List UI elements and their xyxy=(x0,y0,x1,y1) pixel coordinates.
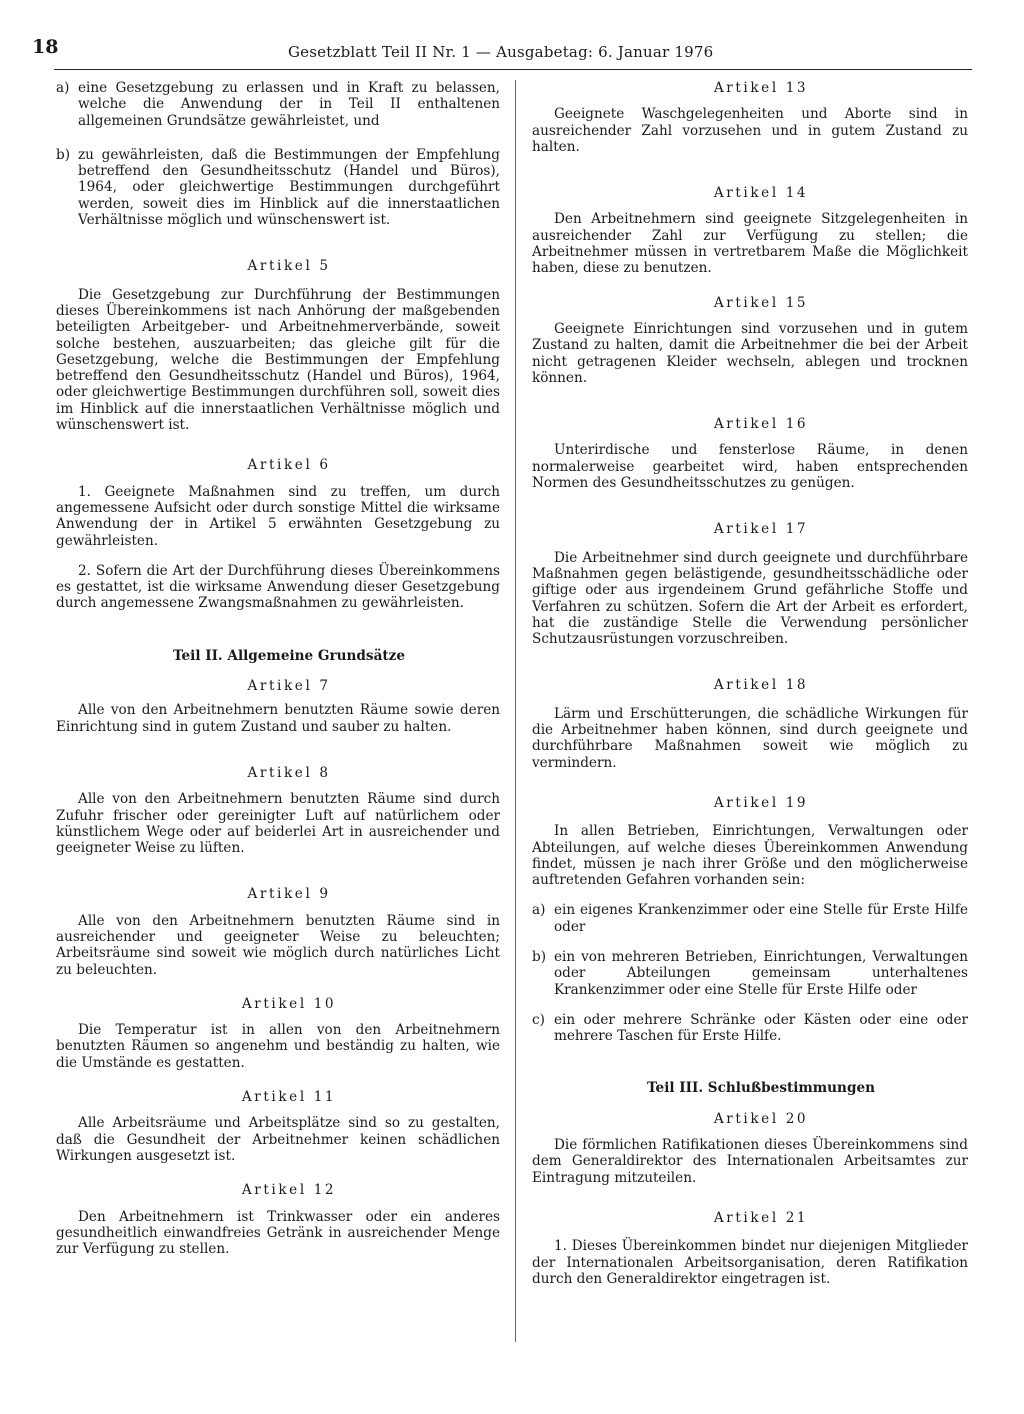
article-6-paragraph-1: 1. Geeignete Maßnahmen sind zu treffen, um durch angemessene Aufsicht oder durch sonstige Mittel die wirksame Anwendung der in Artikel 5 erwähnten Gesetzgebung zu gewährleisten. xyxy=(56,483,500,549)
list-label: b) xyxy=(532,948,547,965)
list-text: ein von mehreren Betrieben, Einrichtungen, Verwaltungen oder Abteilungen gemeinsam unterhaltenes Krankenzimmer oder eine Stelle für Erste Hilfe oder xyxy=(554,948,968,998)
list-text: zu gewährleisten, daß die Bestimmungen der Empfehlung betreffend den Gesundheitsschutz (Handel und Büros), 1964, oder gleichwertige Bestimmungen durchgeführt werden, soweit dies im Hinblick auf die innerstaatlichen Verhältnisse möglich und wünschenswert ist. xyxy=(78,146,500,229)
list-item-a xyxy=(532,902,968,935)
article-15-heading: Artikel 15 xyxy=(713,294,809,311)
list-label: a) xyxy=(56,80,70,96)
article-15-text: Geeignete Einrichtungen sind vorzusehen und in gutem Zustand zu halten, damit die Arbeitnehmer die bei der Arbeit nicht getragenen Kleider wechseln, ablegen und trocknen können. xyxy=(532,320,968,386)
list-text: ein oder mehrere Schränke oder Kästen oder eine oder mehrere Taschen für Erste Hilfe. xyxy=(554,1011,968,1045)
list-label: a) xyxy=(532,902,546,919)
article-17-heading: Artikel 17 xyxy=(713,521,809,538)
article-20-heading: Artikel 20 xyxy=(713,1110,809,1127)
page-number: 18 xyxy=(32,36,59,58)
article-20-text: Die förmlichen Ratifikationen dieses Übereinkommens sind dem Generaldirektor des Internationalen Arbeitsamtes zur Eintragung mitzuteilen. xyxy=(532,1137,968,1186)
list-label: b) xyxy=(56,146,71,163)
list-item-c xyxy=(532,1012,968,1045)
header-rule xyxy=(54,69,972,70)
article-7-text: Alle von den Arbeitnehmern benutzten Räume sowie deren Einrichtung sind in gutem Zustand und sauber zu halten. xyxy=(56,702,500,735)
part-2-heading: Teil II. Allgemeine Grundsätze xyxy=(172,647,406,664)
article-13-heading: Artikel 13 xyxy=(713,80,809,96)
article-16-heading: Artikel 16 xyxy=(713,416,809,433)
article-21-heading: Artikel 21 xyxy=(713,1209,809,1226)
article-10-heading: Artikel 10 xyxy=(241,995,337,1012)
article-17-text: Die Arbeitnehmer sind durch geeignete und durchführbare Maßnahmen gegen belästigende, gesundheitsschädliche oder giftige oder aus irgendeinem Grund gefährliche Stoffe und Verfahren zu schützen. Sofern die Art der Arbeit es erfordert, hat die zuständige Stelle die Verwendung persönlicher Schutzausrüstungen vorzuschreiben. xyxy=(532,549,968,648)
list-label: c) xyxy=(532,1011,545,1028)
page-header xyxy=(30,30,972,72)
article-13-text: Geeignete Waschgelegenheiten und Aborte sind in ausreichender Zahl vorzusehen und in gutem Zustand zu halten. xyxy=(532,106,968,155)
article-14-text: Den Arbeitnehmern sind geeignete Sitzgelegenheiten in ausreichender Zahl zur Verfügung zu stellen; die Arbeitnehmer müssen in vertretbarem Maße die Möglichkeit haben, diese zu benutzen. xyxy=(532,211,968,277)
article-9-heading: Artikel 9 xyxy=(247,886,331,903)
article-6-heading: Artikel 6 xyxy=(247,457,331,474)
left-column xyxy=(56,80,500,1257)
list-item-a xyxy=(56,80,500,129)
article-12-heading: Artikel 12 xyxy=(241,1182,337,1199)
article-14-heading: Artikel 14 xyxy=(713,185,809,202)
article-11-text: Alle Arbeitsräume und Arbeitsplätze sind so zu gestalten, daß die Gesundheit der Arbeitnehmer keinen schädlichen Wirkungen ausgesetzt ist. xyxy=(56,1115,500,1164)
article-18-heading: Artikel 18 xyxy=(713,677,809,694)
article-5-text: Die Gesetzgebung zur Durchführung der Bestimmungen dieses Übereinkommens ist nach Anhörung der maßgebenden beteiligten Arbeitgeber- und Arbeitnehmerverbände, soweit solche bestehen, auszuarbeiten; das gleiche gilt für die Gesetzgebung, welche die Bestimmungen der Empfehlung betreffend den Gesundheitsschutz (Handel und Büros), 1964, oder gleichwertige Bestimmungen durchführen soll, soweit dies im Hinblick auf die innerstaatlichen Verhältnisse möglich und wünschenswert ist. xyxy=(56,286,500,434)
right-column xyxy=(532,80,968,1287)
part-3-heading: Teil III. Schlußbestimmungen xyxy=(647,1080,875,1097)
article-5-heading: Artikel 5 xyxy=(247,258,331,275)
article-19-text: In allen Betrieben, Einrichtungen, Verwaltungen oder Abteilungen, auf welche dieses Übereinkommen Anwendung findet, müssen je nach ihrer Größe und den möglicherweise auftretenden Gefahren vorhanden sein: xyxy=(532,823,968,889)
list-item-b xyxy=(532,949,968,998)
article-8-heading: Artikel 8 xyxy=(247,764,331,781)
article-10-text: Die Temperatur ist in allen von den Arbeitnehmern benutzten Räumen so angenehm und beständig zu halten, wie die Umstände es gestatten. xyxy=(56,1022,500,1071)
article-11-heading: Artikel 11 xyxy=(241,1089,337,1106)
article-21-text: 1. Dieses Übereinkommen bindet nur diejenigen Mitglieder der Internationalen Arbeitsorganisation, deren Ratifikation durch den Generaldirektor eingetragen ist. xyxy=(532,1238,968,1287)
article-8-text: Alle von den Arbeitnehmern benutzten Räume sind durch Zufuhr frischer oder gereinigter Luft auf natürlichem oder künstlichem Wege oder auf beiderlei Art in ausreichender und geeigneter Weise zu lüften. xyxy=(56,791,500,857)
article-12-text: Den Arbeitnehmern ist Trinkwasser oder ein anderes gesundheitlich einwandfreies Getränk in ausreichender Menge zur Verfügung zu stellen. xyxy=(56,1208,500,1258)
running-title: Gesetzblatt Teil II Nr. 1 — Ausgabetag: 6. Januar 1976 xyxy=(288,43,714,61)
article-7-heading: Artikel 7 xyxy=(247,678,331,695)
article-18-text: Lärm und Erschütterungen, die schädliche Wirkungen für die Arbeitnehmer haben können, sind durch geeignete und durchführbare Maßnahmen soweit wie möglich zu vermindern. xyxy=(532,705,968,771)
column-divider xyxy=(515,80,516,1342)
article-16-text: Unterirdische und fensterlose Räume, in denen normalerweise gearbeitet wird, haben entsprechenden Normen des Gesundheitsschutzes zu genügen. xyxy=(532,442,968,492)
list-text: ein eigenes Krankenzimmer oder eine Stelle für Erste Hilfe oder xyxy=(554,902,968,935)
list-text: eine Gesetzgebung zu erlassen und in Kraft zu belassen, welche die Anwendung der in Teil II enthaltenen allgemeinen Grundsätze gewährleistet, und xyxy=(78,80,500,129)
article-19-heading: Artikel 19 xyxy=(713,794,809,811)
article-6-paragraph-2: 2. Sofern die Art der Durchführung dieses Übereinkommens es gestattet, ist die wirksame Anwendung dieser Gesetzgebung durch angemessene Zwangsmaßnahmen zu gewährleisten. xyxy=(56,562,500,612)
list-item-b xyxy=(56,147,500,228)
article-9-text: Alle von den Arbeitnehmern benutzten Räume sind in ausreichender und geeigneter Weise zu beleuchten; Arbeitsräume sind soweit wie möglich durch natürliches Licht zu beleuchten. xyxy=(56,912,500,978)
